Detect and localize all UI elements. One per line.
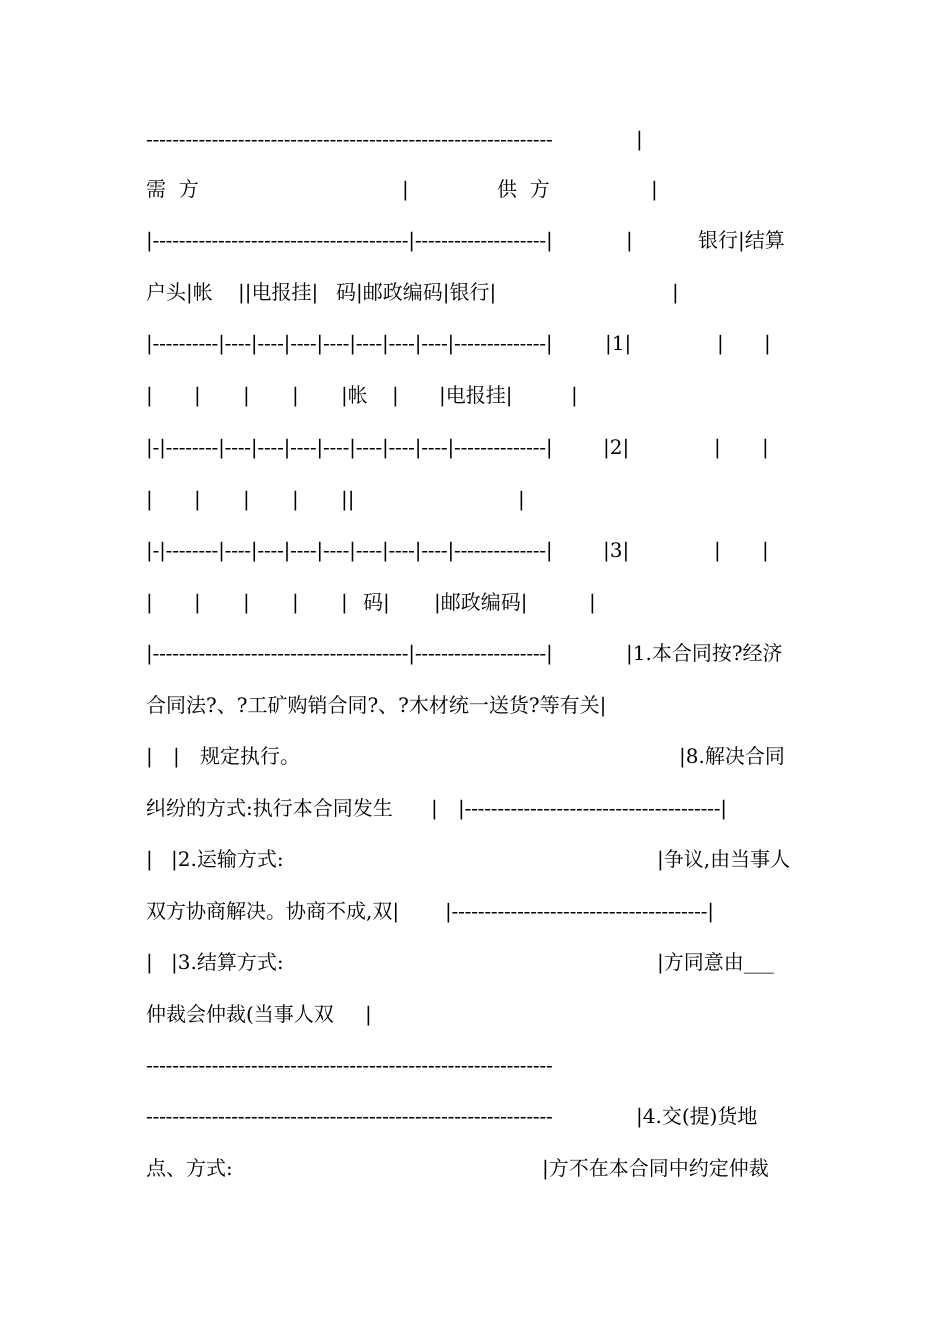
text-segment: | xyxy=(714,435,721,459)
text-line xyxy=(146,225,846,255)
text-line xyxy=(146,1050,846,1080)
text-segment: -------------------------------------------------------------- xyxy=(146,1053,553,1077)
text-line xyxy=(146,484,846,514)
text-segment: | xyxy=(292,590,299,614)
text-segment: | xyxy=(762,538,769,562)
text-segment: | xyxy=(672,280,679,304)
text-segment: 纠纷的方式:执行本合同发生 xyxy=(146,796,393,820)
text-line xyxy=(146,535,846,565)
text-segment: 供 方 xyxy=(497,177,550,201)
text-segment: |2| xyxy=(603,435,630,459)
text-segment: | xyxy=(392,383,399,407)
text-segment: | xyxy=(146,590,153,614)
text-segment: | xyxy=(243,487,250,511)
text-segment: | xyxy=(717,331,724,355)
text-segment: | xyxy=(243,383,250,407)
text-segment: | xyxy=(146,847,153,871)
text-line xyxy=(146,432,846,462)
text-line xyxy=(146,380,846,410)
text-segment: |---------------------------------------| xyxy=(458,796,727,820)
text-segment: | xyxy=(146,950,153,974)
text-segment: | xyxy=(365,1002,372,1026)
text-segment: |3| xyxy=(603,538,630,562)
text-segment: | xyxy=(518,487,525,511)
text-segment: | xyxy=(626,228,633,252)
text-line xyxy=(146,124,846,154)
text-segment: | xyxy=(292,487,299,511)
text-segment: | xyxy=(146,744,153,768)
text-segment: |---------------------------------------|--------------------| xyxy=(146,228,553,252)
text-segment: 码|邮政编码|银行| xyxy=(336,280,497,304)
text-line xyxy=(146,277,846,307)
text-segment: |方不在本合同中约定仲裁 xyxy=(542,1156,769,1180)
text-segment: |-|--------|----|----|----|----|----|----|----|--------------| xyxy=(146,538,553,562)
text-line xyxy=(146,1153,846,1183)
text-segment: | xyxy=(651,177,658,201)
text-line xyxy=(146,328,846,358)
text-line xyxy=(146,1101,846,1131)
text-segment: | xyxy=(636,127,643,151)
text-segment: 规定执行。 xyxy=(200,744,300,768)
text-segment: | xyxy=(243,590,250,614)
text-segment: | xyxy=(146,487,153,511)
text-segment: |2.运输方式: xyxy=(171,847,284,871)
text-segment: ||电报挂| xyxy=(238,280,319,304)
text-line xyxy=(146,741,846,771)
text-line xyxy=(146,690,846,720)
text-segment: |---------------------------------------| xyxy=(445,899,714,923)
text-line xyxy=(146,999,846,1029)
text-line xyxy=(146,947,846,977)
text-segment: 码| xyxy=(363,590,390,614)
text-segment: -------------------------------------------------------------- xyxy=(146,1104,553,1128)
text-segment: || xyxy=(341,487,355,511)
text-segment: | xyxy=(146,383,153,407)
text-segment: | xyxy=(589,590,596,614)
text-segment: | xyxy=(762,435,769,459)
text-line xyxy=(146,587,846,617)
text-segment: 点、方式: xyxy=(146,1156,233,1180)
text-segment: | xyxy=(194,590,201,614)
text-segment: | xyxy=(194,383,201,407)
text-line xyxy=(146,896,846,926)
text-segment: |4.交(提)货地 xyxy=(636,1104,758,1128)
text-line xyxy=(146,793,846,823)
text-segment: | xyxy=(571,383,578,407)
text-segment: 双方协商解决。协商不成,双| xyxy=(146,899,400,923)
text-segment: 需 方 xyxy=(146,177,199,201)
text-segment: | xyxy=(764,331,771,355)
text-segment: |---------------------------------------|--------------------| xyxy=(146,641,553,665)
text-segment: |帐 xyxy=(341,383,368,407)
text-segment: | xyxy=(341,590,348,614)
text-segment: |争议,由当事人 xyxy=(657,847,791,871)
text-segment: 户头|帐 xyxy=(146,280,213,304)
text-segment: | xyxy=(173,744,180,768)
text-segment: |-|--------|----|----|----|----|----|----|----|--------------| xyxy=(146,435,553,459)
text-segment: | xyxy=(194,487,201,511)
text-segment: |----------|----|----|----|----|----|----|----|--------------| xyxy=(146,331,553,355)
text-segment: | xyxy=(402,177,409,201)
text-segment: | xyxy=(292,383,299,407)
text-segment: 银行|结算 xyxy=(698,228,785,252)
text-segment: |3.结算方式: xyxy=(171,950,284,974)
text-segment: |8.解决合同 xyxy=(679,744,785,768)
text-segment: |1| xyxy=(605,331,632,355)
text-segment: 仲裁会仲裁(当事人双 xyxy=(146,1002,334,1026)
text-segment: -------------------------------------------------------------- xyxy=(146,127,553,151)
text-line xyxy=(146,638,846,668)
text-line xyxy=(146,174,846,204)
text-segment: 合同法?、?工矿购销合同?、?木材统一送货?等有关| xyxy=(146,693,607,717)
text-segment: |方同意由___ xyxy=(657,950,774,974)
text-segment: |电报挂| xyxy=(439,383,513,407)
text-line xyxy=(146,844,846,874)
text-segment: |1.本合同按?经济 xyxy=(626,641,783,665)
text-segment: |邮政编码| xyxy=(434,590,528,614)
text-segment: | xyxy=(714,538,721,562)
text-segment: | xyxy=(431,796,438,820)
